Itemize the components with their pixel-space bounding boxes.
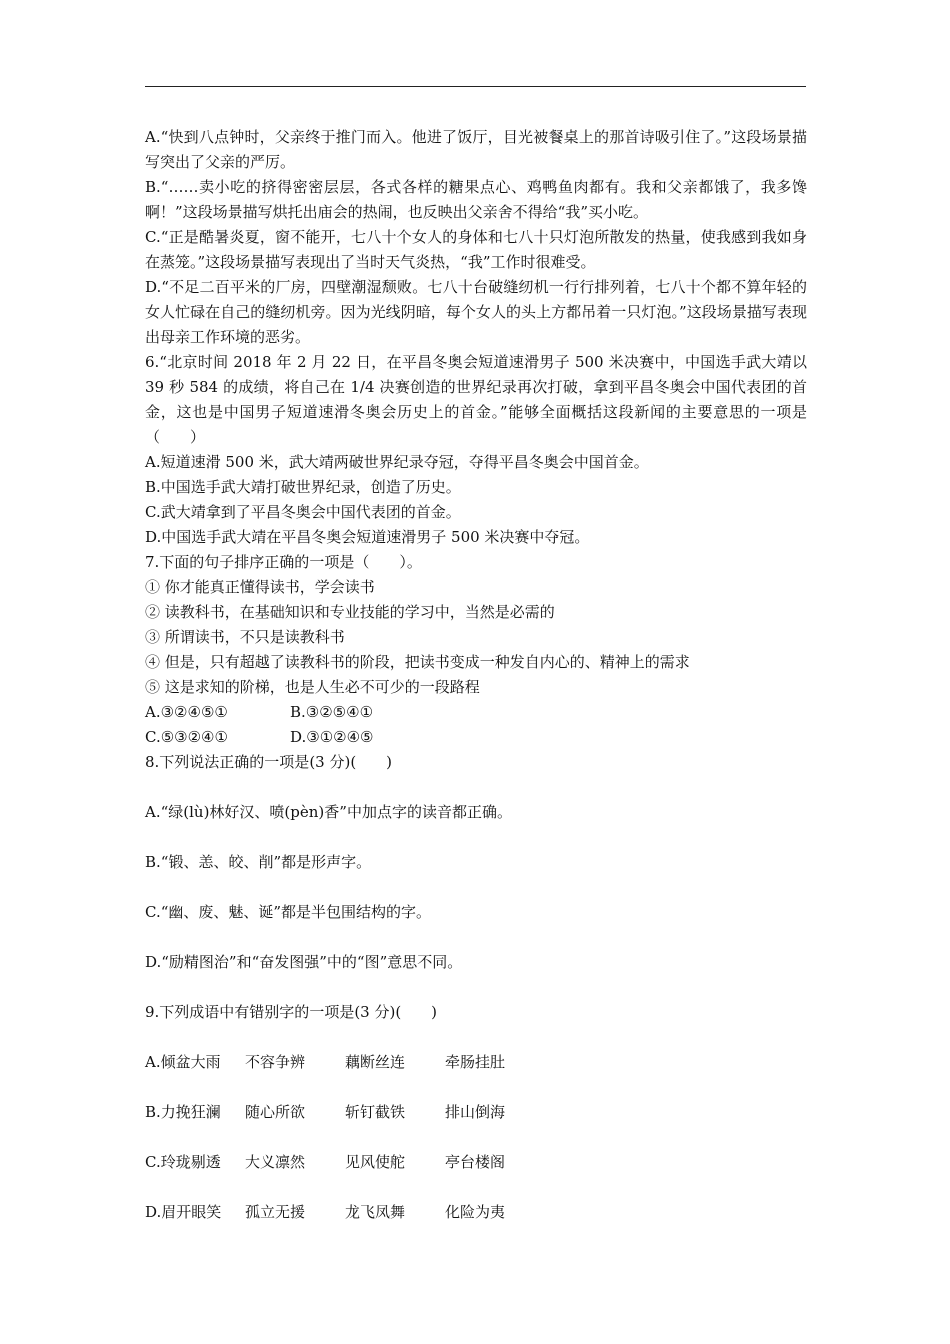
- q6-option-a: A.短道速滑 500 米，武大靖两破世界纪录夺冠，夺得平昌冬奥会中国首金。: [145, 453, 649, 471]
- q7-options-row-2: [145, 725, 807, 750]
- q7-option-c: C.⑤③②④①: [145, 728, 228, 746]
- q9-c-idiom-4: 亭台楼阁: [445, 1153, 506, 1171]
- q5-option-d: D.“不足二百平米的厂房，四壁潮湿颓败。七八十台破缝纫机一行行排列着，七八十个都不算年轻的女人忙碌在自己的缝纫机旁。因为光线阴暗，每个女人的头上方都吊着一只灯泡。”这段场景描写表现出母亲工作环境的恶劣。: [145, 278, 807, 346]
- q8-option-a: A.“绿(lù)林好汉、喷(pèn)香”中加点字的读音都正确。: [145, 803, 512, 821]
- q7-stem: 7.下面的句子排序正确的一项是（ ）。: [145, 553, 422, 571]
- q7-sentence-4: ④ 但是，只有超越了读教科书的阶段，把读书变成一种发自内心的、精神上的需求: [145, 653, 690, 671]
- q6-option-b: B.中国选手武大靖打破世界纪录，创造了历史。: [145, 478, 461, 496]
- q9-option-b: [145, 1100, 807, 1125]
- q8-option-c: C.“幽、废、魅、诞”都是半包围结构的字。: [145, 903, 432, 921]
- q9-c-idiom-3: 见风使舵: [345, 1153, 406, 1171]
- q9-option-d: [145, 1200, 807, 1225]
- q8-option-b: B.“锻、恙、皎、削”都是形声字。: [145, 853, 372, 871]
- q7-sentence-2: ② 读教科书，在基础知识和专业技能的学习中，当然是必需的: [145, 603, 555, 621]
- q7-options-row-1: [145, 700, 807, 725]
- q6-option-d: D.中国选手武大靖在平昌冬奥会短道速滑男子 500 米决赛中夺冠。: [145, 528, 590, 546]
- q9-c-idiom-1: C.玲珑剔透: [145, 1153, 221, 1171]
- q7-sentence-3: ③ 所谓读书，不只是读教科书: [145, 628, 345, 646]
- q9-a-idiom-1: A.倾盆大雨: [145, 1053, 221, 1071]
- q6-stem: 6.“北京时间 2018 年 2 月 22 日，在平昌冬奥会短道速滑男子 500 米决赛中，中国选手武大靖以 39 秒 584 的成绩，将自己在 1/4 决赛创造的世界纪录再次打破，拿到平昌冬奥会中国代表团的首金，这也是中国男子短道速滑冬奥会历史上的首金。”能够全面概括这段新闻的主要意思的一项是（ ）: [145, 353, 807, 446]
- q5-option-c: C.“正是酷暑炎夏，窗不能开，七八十个女人的身体和七八十只灯泡所散发的热量，使我感到我如身在蒸笼。”这段场景描写表现出了当时天气炎热，“我”工作时很难受。: [145, 228, 807, 271]
- q9-d-idiom-1: D.眉开眼笑: [145, 1203, 222, 1221]
- q9-a-idiom-2: 不容争辨: [245, 1053, 306, 1071]
- q9-b-idiom-1: B.力挽狂澜: [145, 1103, 221, 1121]
- q9-stem: 9.下列成语中有错别字的一项是(3 分)( ): [145, 1003, 438, 1021]
- q9-b-idiom-4: 排山倒海: [445, 1103, 506, 1121]
- q7-option-b: B.③②⑤④①: [290, 703, 374, 721]
- header-rule: [145, 86, 806, 87]
- q7-option-d: D.③①②④⑤: [290, 728, 374, 746]
- q9-d-idiom-4: 化险为夷: [445, 1203, 506, 1221]
- q9-b-idiom-2: 随心所欲: [245, 1103, 306, 1121]
- q8-stem: 8.下列说法正确的一项是(3 分)( ): [145, 753, 393, 771]
- q5-option-a: A.“快到八点钟时，父亲终于推门而入。他进了饭厅，目光被餐桌上的那首诗吸引住了。”这段场景描写突出了父亲的严厉。: [145, 128, 807, 171]
- q9-b-idiom-3: 斩钉截铁: [345, 1103, 406, 1121]
- q9-d-idiom-3: 龙飞凤舞: [345, 1203, 406, 1221]
- q7-option-a: A.③②④⑤①: [145, 703, 228, 721]
- q7-sentence-5: ⑤ 这是求知的阶梯，也是人生必不可少的一段路程: [145, 678, 480, 696]
- q6-option-c: C.武大靖拿到了平昌冬奥会中国代表团的首金。: [145, 503, 461, 521]
- q8-option-d: D.“励精图治”和“奋发图强”中的“图”意思不同。: [145, 953, 463, 971]
- q9-a-idiom-3: 藕断丝连: [345, 1053, 406, 1071]
- q9-option-c: [145, 1150, 807, 1175]
- q5-option-b: B.“……卖小吃的挤得密密层层，各式各样的糖果点心、鸡鸭鱼肉都有。我和父亲都饿了，我多馋啊！”这段场景描写烘托出庙会的热闹，也反映出父亲舍不得给“我”买小吃。: [145, 178, 807, 221]
- q9-c-idiom-2: 大义凛然: [245, 1153, 306, 1171]
- q9-a-idiom-4: 牵肠挂肚: [445, 1053, 506, 1071]
- q7-sentence-1: ① 你才能真正懂得读书，学会读书: [145, 578, 375, 596]
- q9-d-idiom-2: 孤立无援: [245, 1203, 306, 1221]
- document-body: [145, 125, 807, 1225]
- q9-option-a: [145, 1050, 807, 1075]
